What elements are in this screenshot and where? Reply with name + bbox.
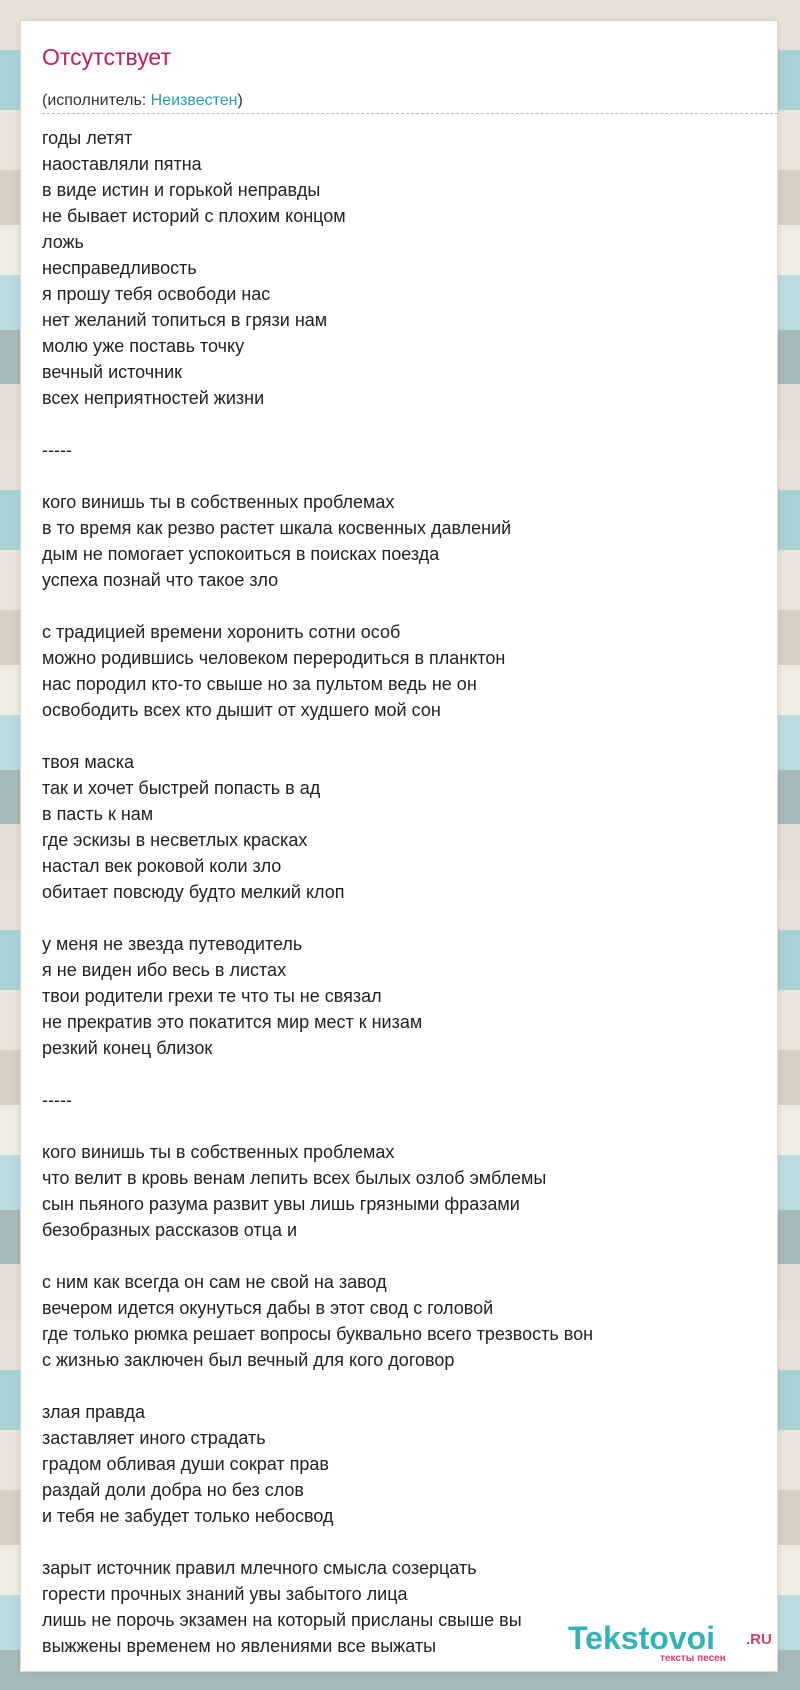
lyric-line: у меня не звезда путеводитель [42, 934, 303, 954]
lyric-line: так и хочет быстрей попасть в ад [42, 778, 321, 798]
lyric-line: можно родившись человеком переродиться в планктон [42, 648, 506, 668]
logo-domain: .RU [746, 1631, 772, 1648]
lyric-line [42, 1529, 772, 1555]
lyric-line: в виде истин и горькой неправды [42, 180, 321, 200]
logo-wordmark: Tekstovoi [568, 1620, 715, 1656]
lyric-line: горести прочных знаний увы забытого лица [42, 1584, 408, 1604]
lyric-line: и тебя не забудет только небосвод [42, 1506, 334, 1526]
lyric-line [42, 593, 772, 619]
lyric-line: злая правда [42, 1402, 145, 1422]
lyric-line: дым не помогает успокоиться в поисках поезда [42, 544, 440, 564]
lyric-line [42, 905, 772, 931]
title-divider [42, 113, 778, 114]
tekstovoi-logo[interactable] [568, 1620, 783, 1665]
lyrics-text [42, 125, 772, 1659]
lyric-line: всех неприятностей жизни [42, 388, 265, 408]
lyric-line: вечный источник [42, 362, 183, 382]
lyric-line: кого винишь ты в собственных проблемах [42, 492, 395, 512]
lyric-line: с традицией времени хоронить сотни особ [42, 622, 401, 642]
artist-suffix: ) [237, 92, 243, 109]
lyric-line: освободить всех кто дышит от худшего мой сон [42, 700, 441, 720]
lyric-line: наоставляли пятна [42, 154, 202, 174]
lyric-line: где эскизы в несветлых красках [42, 830, 308, 850]
artist-line [42, 91, 243, 111]
artist-prefix: (исполнитель: [42, 92, 151, 109]
lyric-line: нет желаний топиться в грязи нам [42, 310, 328, 330]
lyric-line: в пасть к нам [42, 804, 154, 824]
lyric-line: я прошу тебя освободи нас [42, 284, 271, 304]
lyric-line: в то время как резво растет шкала косвенных давлений [42, 518, 512, 538]
lyric-line: заставляет иного страдать [42, 1428, 266, 1448]
lyric-line: я не виден ибо весь в листах [42, 960, 287, 980]
lyric-line [42, 411, 772, 437]
lyric-line: что велит в кровь венам лепить всех былых озлоб эмблемы [42, 1168, 547, 1188]
lyric-line: не прекратив это покатится мир мест к низам [42, 1012, 423, 1032]
lyric-line: кого винишь ты в собственных проблемах [42, 1142, 395, 1162]
lyric-line: несправедливость [42, 258, 197, 278]
lyric-line [42, 1373, 772, 1399]
lyric-line: ----- [42, 440, 72, 460]
lyric-line: не бывает историй с плохим концом [42, 206, 346, 226]
lyric-line: молю уже поставь точку [42, 336, 245, 356]
lyric-line: годы летят [42, 128, 133, 148]
lyric-line: с жизнью заключен был вечный для кого договор [42, 1350, 455, 1370]
lyric-line [42, 1061, 772, 1087]
lyric-line: твои родители грехи те что ты не связал [42, 986, 382, 1006]
lyric-line: где только рюмка решает вопросы буквально всего трезвость вон [42, 1324, 594, 1344]
lyric-line: градом обливая души сократ прав [42, 1454, 329, 1474]
lyric-line: ----- [42, 1090, 72, 1110]
lyric-line: обитает повсюду будто мелкий клоп [42, 882, 345, 902]
lyric-line: с ним как всегда он сам не свой на завод [42, 1272, 387, 1292]
song-title: Отсутствует [42, 44, 171, 70]
lyric-line [42, 1113, 772, 1139]
lyric-line: успеха познай что такое зло [42, 570, 279, 590]
lyric-line: резкий конец близок [42, 1038, 213, 1058]
lyric-line: раздай доли добра но без слов [42, 1480, 304, 1500]
lyric-line: зарыт источник правил млечного смысла созерцать [42, 1558, 477, 1578]
lyric-line: выжжены временем но явлениями все выжаты [42, 1636, 437, 1656]
lyrics-card [21, 21, 777, 1671]
logo-tagline: тексты песен [660, 1653, 726, 1664]
lyric-line: лишь не порочь экзамен на который присланы свыше вы [42, 1610, 522, 1630]
lyric-line: нас породил кто-то свыше но за пультом ведь не он [42, 674, 477, 694]
lyric-line [42, 463, 772, 489]
lyric-line [42, 723, 772, 749]
artist-link[interactable]: Неизвестен [150, 92, 238, 109]
lyric-line: безобразных рассказов отца и [42, 1220, 298, 1240]
lyric-line: настал век роковой коли зло [42, 856, 282, 876]
lyric-line [42, 1243, 772, 1269]
lyric-line: вечером идется окунуться дабы в этот свод с головой [42, 1298, 494, 1318]
lyric-line: ложь [42, 232, 84, 252]
lyric-line: твоя маска [42, 752, 135, 772]
lyric-line: сын пьяного разума развит увы лишь грязными фразами [42, 1194, 520, 1214]
